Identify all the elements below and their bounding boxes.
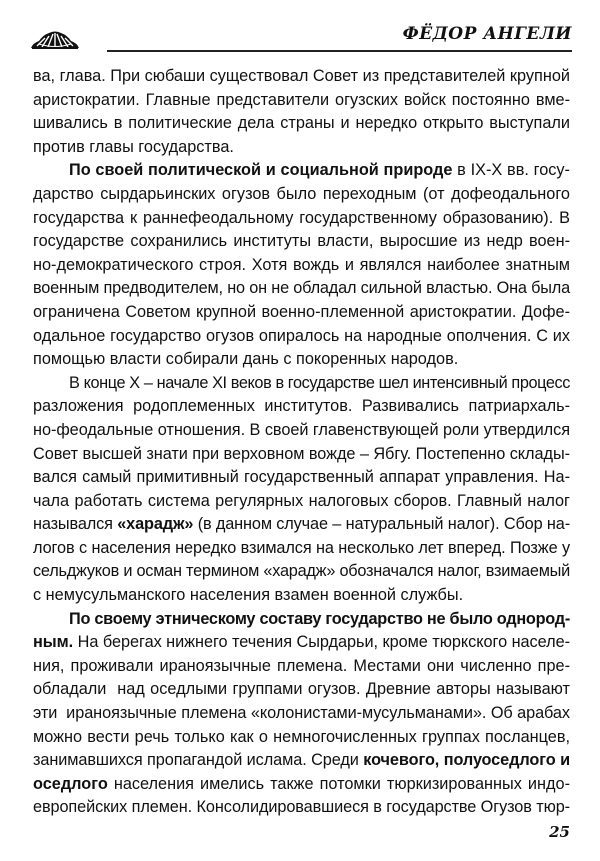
bold-phrase: кочевого, полуоседлого и [363,751,570,770]
body-text [33,65,570,820]
text-run: аристократии. Главные представители огузских войск постоянно вме- [33,90,570,109]
text-line [33,584,570,608]
text-line [33,112,570,136]
bold-phrase: ным. [33,633,74,652]
text-line [33,702,570,726]
text-line [33,608,570,632]
text-run: вался самый примитивный государственный аппарат управления. На- [33,468,570,487]
text-run: но-феодальные отношения. В своей главенствующей роли утвердился [33,420,570,439]
text-line [33,466,570,490]
text-line [33,89,570,113]
text-run: в IX-X вв. госу- [452,161,570,180]
text-line [33,207,570,231]
text-run: Совет высшей знати при верховном вожде – Ябгу. Постепенно склады- [33,444,570,463]
text-line [33,301,570,325]
text-line [33,372,570,396]
text-run: эти ираноязычные племена «колонистами-мусульманами». Об арабах [33,704,570,723]
page-header [0,0,600,60]
text-run: ния, проживали ираноязычные племена. Местами они численно пре- [33,656,570,675]
paragraph [33,608,570,820]
text-run: На берегах нижнего течения Сырдарьи, кроме тюркского населе- [73,633,570,652]
text-run: населения имелись также потомки тюркизированных индо- [107,774,570,793]
text-line [33,277,570,301]
text-line [33,513,570,537]
paragraph [33,65,570,159]
text-line [33,631,570,655]
bold-phrase: оседлого [33,774,108,793]
text-run: против главы государства. [33,137,234,156]
text-line [33,183,570,207]
running-head-author: ФЁДОР АНГЕЛИ [402,24,572,44]
text-run: с немусульманского населения взамен военной службы. [33,586,464,605]
text-line [33,443,570,467]
text-line [33,749,570,773]
text-run: дарство сырдарьинских огузов было переходным (от дофеодального [33,184,570,203]
text-run: европейских племен. Консолидировавшиеся в государстве Огузов тюр- [33,798,570,817]
text-run: государства к раннефеодальному государственному образованию). В [33,208,570,227]
bold-phrase: По своему этническому составу государство не было однород- [69,609,570,628]
text-run: назывался [33,515,118,534]
text-line [33,796,570,820]
text-run: помощью власти собирали дань с покоренных народов. [33,350,459,369]
page-number: 25 [549,823,570,841]
text-line [33,136,570,160]
text-run: обладали над оседлыми группами огузов. Древние авторы называют [33,680,570,699]
text-line [33,348,570,372]
paragraph [33,159,570,371]
text-line [33,65,570,89]
text-line [33,678,570,702]
text-line [33,230,570,254]
header-rule [107,50,572,52]
text-run: чала работать система регулярных налоговых сборов. Главный налог [33,491,570,510]
text-line [33,325,570,349]
text-line [33,537,570,561]
bold-phrase: «харадж» [117,515,194,534]
text-line [33,419,570,443]
text-run: военным предводителем, но он не обладал сильной властью. Она была [33,279,570,298]
paragraph [33,372,570,608]
text-line [33,395,570,419]
text-run: шивались в политические дела страны и нередко открыто выступали [33,114,570,133]
text-run: сельджуков и осман термином «харадж» обозначался налог, взимаемый [33,562,570,581]
text-line [33,655,570,679]
text-line [33,490,570,514]
text-run: но-демократического строя. Хотя вождь и являлся наиболее знатным [33,255,570,274]
decorative-ornament-icon [29,29,81,51]
text-line [33,159,570,183]
text-run: занимавшихся пропагандой ислама. Среди [33,751,364,770]
text-run: одальное государство огузов опиралось на народные ополчения. С их [33,326,570,345]
bold-phrase: По своей политической и социальной природе [69,161,453,180]
text-line [33,773,570,797]
text-run: (в данном случае – натуральный налог). Сбор на- [193,515,570,534]
text-run: можно вести речь только как о немногочисленных группах посланцев, [33,727,570,746]
text-run: разложения родоплеменных институтов. Развивались патриархаль- [33,397,570,416]
text-run: ограничена Советом крупной военно-племенной аристократии. Дофе- [33,302,570,321]
text-run: логов с населения нередко взимался на несколько лет вперед. Позже у [33,538,570,557]
text-line [33,726,570,750]
text-line [33,560,570,584]
text-run: В конце X – начале XI веков в государстве шел интенсивный процесс [69,373,570,392]
text-line [33,254,570,278]
text-run: государстве сохранились институты власти, выросшие из недр воен- [33,232,570,251]
text-run: ва, глава. При сюбаши существовал Совет из представителей крупной [33,67,570,85]
